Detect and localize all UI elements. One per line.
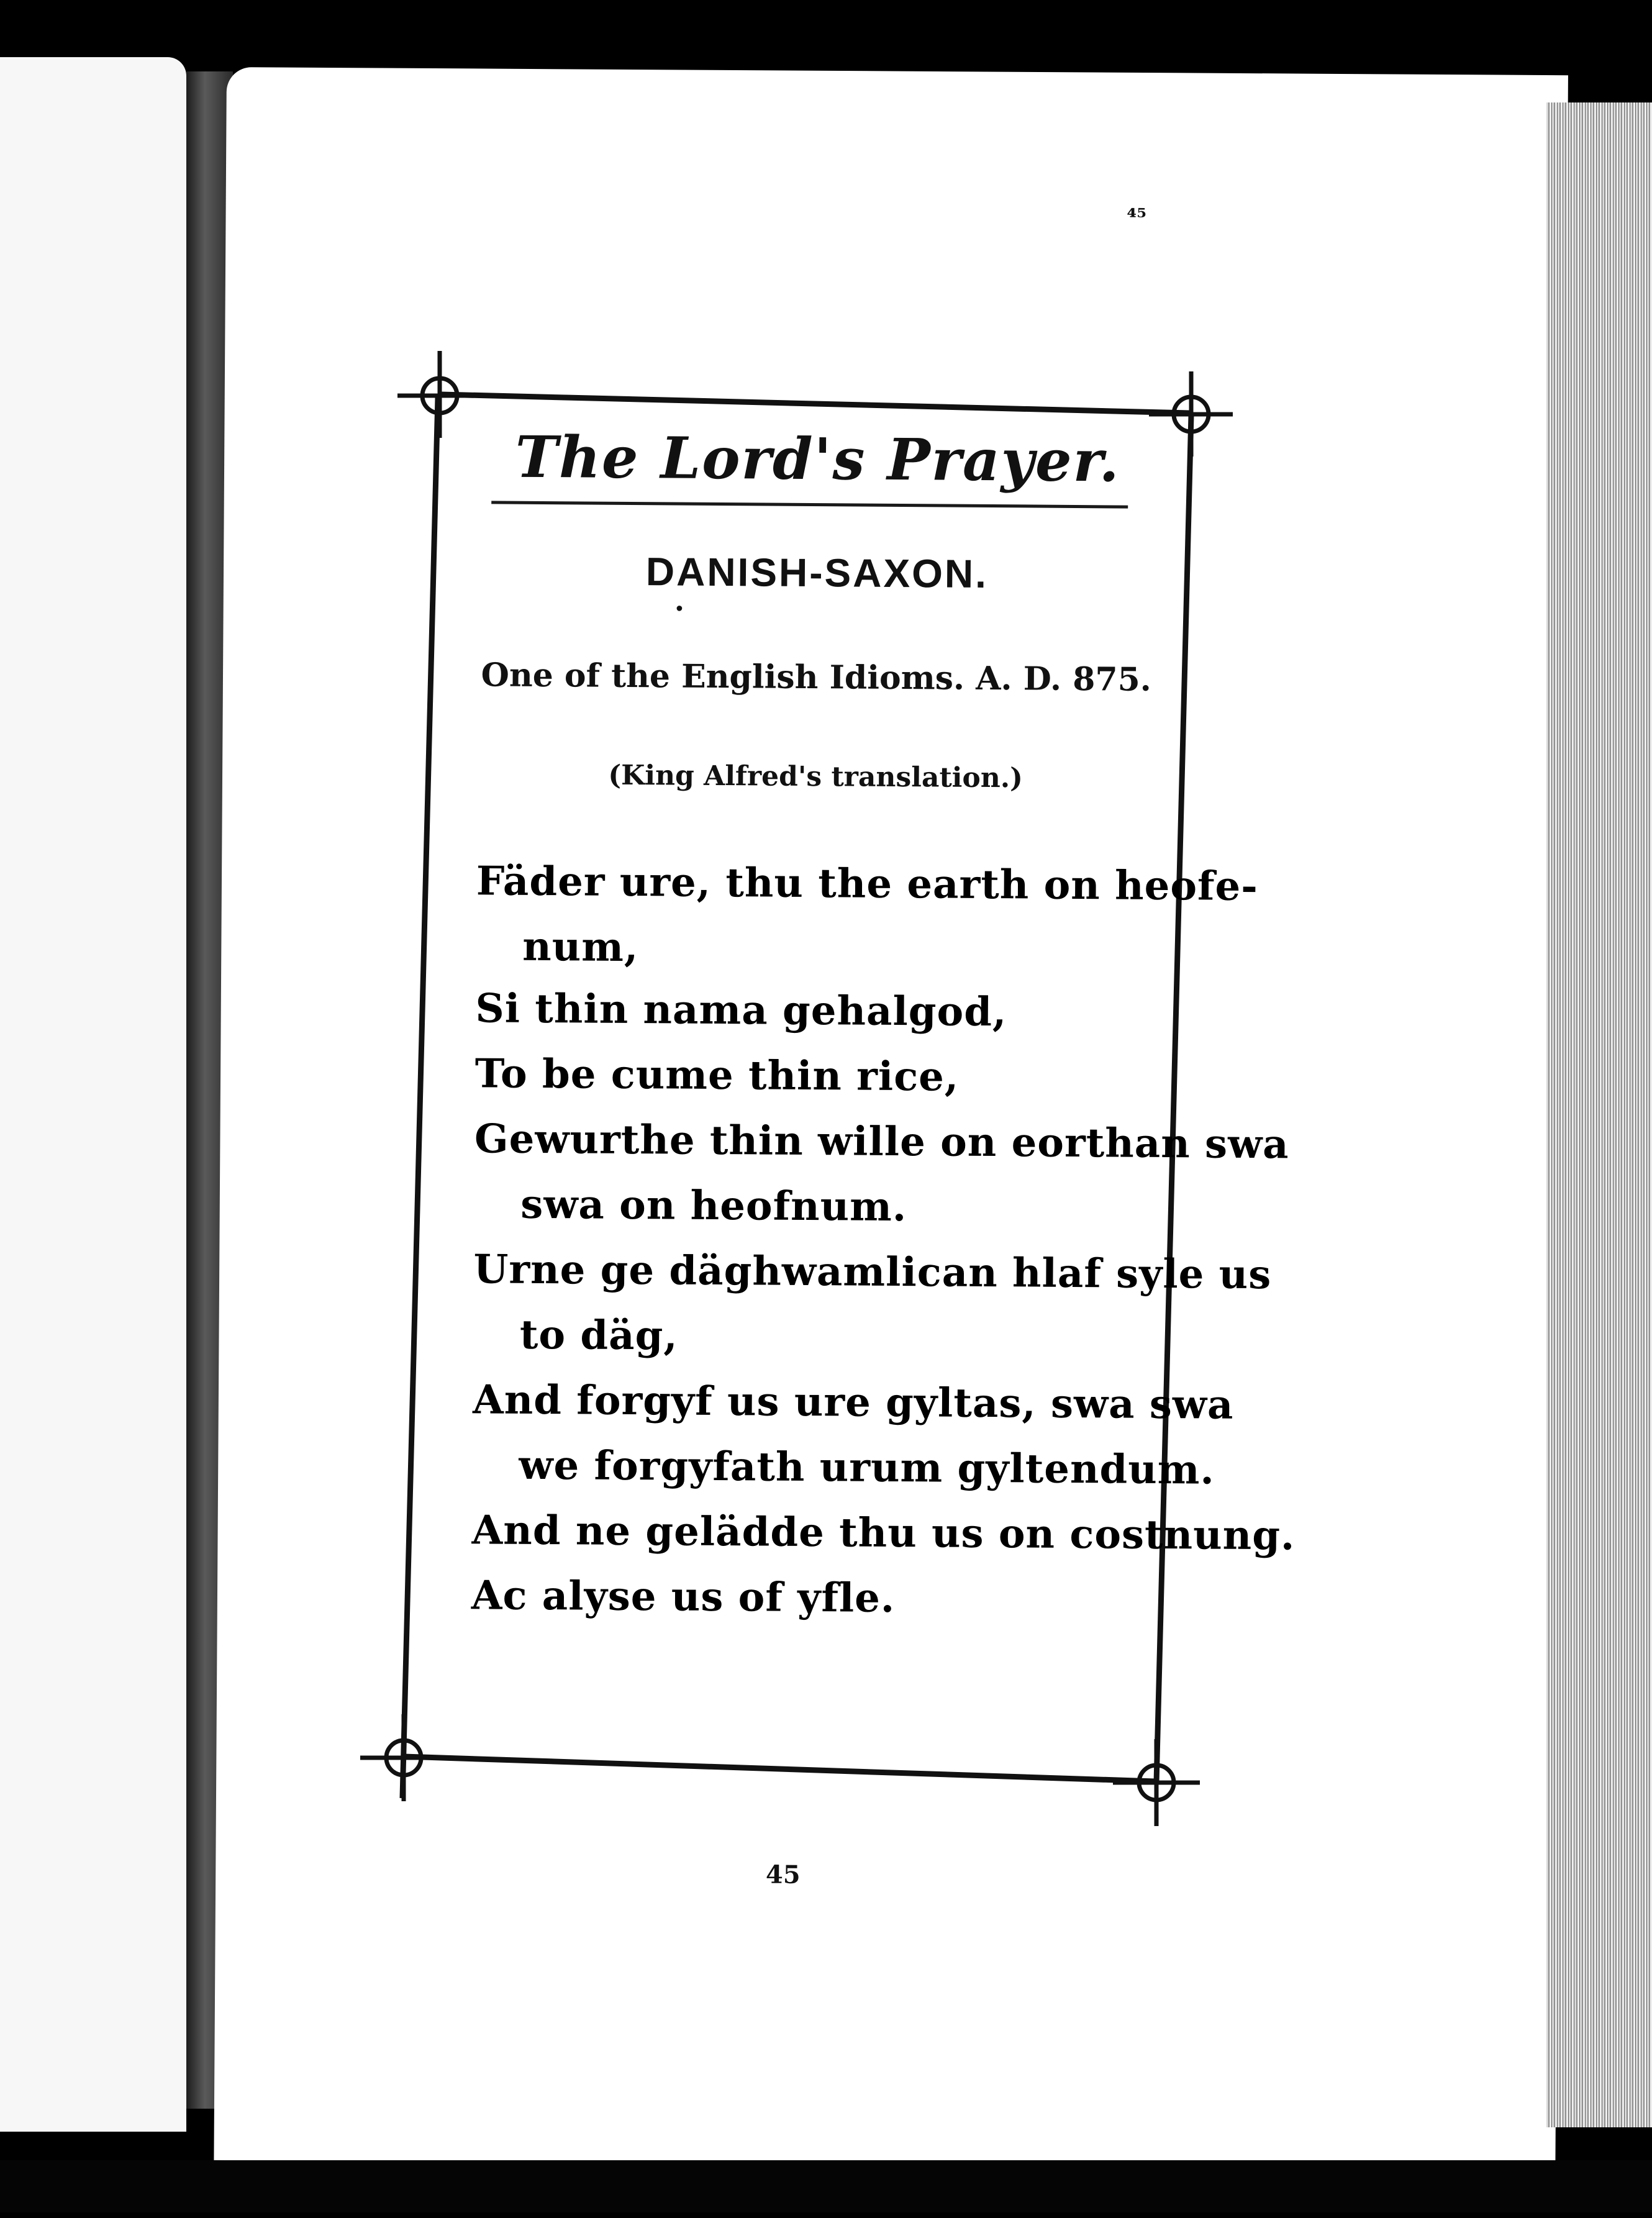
prayer-line: to däg, bbox=[519, 1311, 678, 1360]
section-heading: DANISH-SAXON. bbox=[645, 549, 989, 597]
prayer-line: To be cume thin rice, bbox=[474, 1050, 960, 1101]
prayer-line: we forgyfath urum gyltendum. bbox=[519, 1442, 1215, 1494]
corner-mark: ⁴⁵ bbox=[1127, 204, 1147, 230]
stray-dot: • bbox=[673, 598, 685, 620]
prayer-line: Gewurthe thin wille on eorthan swa bbox=[474, 1116, 1289, 1168]
idiom-line: One of the English Idioms. A. D. 875. bbox=[481, 656, 1152, 699]
title-rule bbox=[491, 501, 1128, 508]
translation-note: (King Alfred's translation.) bbox=[608, 759, 1023, 794]
prayer-line: Fäder ure, thu the earth on heofe- bbox=[476, 858, 1259, 911]
page-title: The Lord's Prayer. bbox=[515, 423, 1121, 495]
prayer-line: swa on heofnum. bbox=[520, 1181, 907, 1231]
prayer-line: Si thin nama gehalgod, bbox=[475, 985, 1007, 1036]
page-number: 45 bbox=[765, 1860, 801, 1889]
prayer-line: And forgyf us ure gyltas, swa swa bbox=[472, 1376, 1234, 1429]
prayer-line: And ne gelädde thu us on costnung. bbox=[471, 1507, 1296, 1560]
prayer-line: Urne ge däghwamlican hlaf syle us bbox=[473, 1246, 1272, 1299]
prayer-line: Ac alyse us of yfle. bbox=[471, 1572, 896, 1622]
prayer-line: num, bbox=[522, 923, 639, 971]
